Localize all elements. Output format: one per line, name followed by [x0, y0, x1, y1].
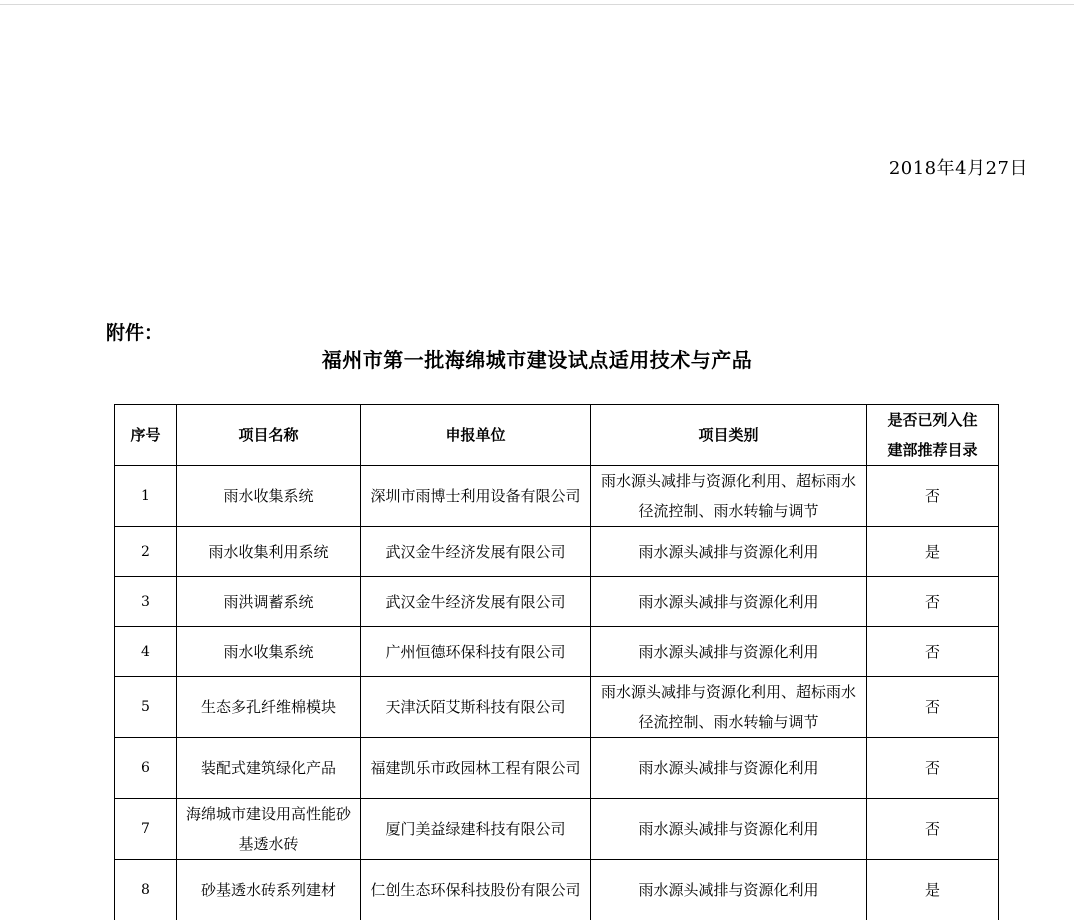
document-date: 2018年4月27日: [888, 158, 1028, 179]
row-company: 广州恒德环保科技有限公司: [361, 627, 591, 677]
row-name: 雨水收集系统: [177, 466, 361, 527]
row-name: 生态多孔纤维棉模块: [177, 677, 361, 738]
table-row: [115, 799, 999, 860]
table-row: [115, 466, 999, 527]
row-listed: 是: [867, 527, 999, 577]
row-company: 武汉金牛经济发展有限公司: [361, 527, 591, 577]
top-divider: [0, 4, 1074, 5]
row-listed: 否: [867, 627, 999, 677]
header-listed: [867, 405, 999, 466]
row-listed: 否: [867, 799, 999, 860]
row-index: 4: [115, 627, 177, 677]
row-company: 仁创生态环保科技股份有限公司: [361, 860, 591, 921]
row-company: 武汉金牛经济发展有限公司: [361, 577, 591, 627]
row-category: 雨水源头减排与资源化利用: [591, 527, 867, 577]
row-index: 5: [115, 677, 177, 738]
row-listed: 否: [867, 577, 999, 627]
attachment-label: 附件：: [106, 322, 164, 344]
header-category: 项目类别: [591, 405, 867, 466]
row-company: 厦门美益绿建科技有限公司: [361, 799, 591, 860]
header-name: 项目名称: [177, 405, 361, 466]
header-listed-line2: 建部推荐目录: [887, 441, 978, 459]
row-company: 深圳市雨博士利用设备有限公司: [361, 466, 591, 527]
row-name: 装配式建筑绿化产品: [177, 738, 361, 799]
table-row: [115, 860, 999, 921]
table-row: [115, 738, 999, 799]
table-row: [115, 527, 999, 577]
header-listed-line1: 是否已列入住: [887, 411, 978, 429]
row-category: 雨水源头减排与资源化利用: [591, 577, 867, 627]
header-company: 申报单位: [361, 405, 591, 466]
row-index: 7: [115, 799, 177, 860]
row-category: 雨水源头减排与资源化利用、超标雨水径流控制、雨水转输与调节: [591, 677, 867, 738]
document-title: 福州市第一批海绵城市建设试点适用技术与产品: [321, 348, 753, 372]
row-company: 福建凯乐市政园林工程有限公司: [361, 738, 591, 799]
row-name: 雨水收集利用系统: [177, 527, 361, 577]
row-index: 1: [115, 466, 177, 527]
row-category: 雨水源头减排与资源化利用: [591, 799, 867, 860]
row-category: 雨水源头减排与资源化利用、超标雨水径流控制、雨水转输与调节: [591, 466, 867, 527]
row-listed: 是: [867, 860, 999, 921]
header-index: 序号: [115, 405, 177, 466]
row-listed: 否: [867, 677, 999, 738]
row-category: 雨水源头减排与资源化利用: [591, 860, 867, 921]
table-row: [115, 677, 999, 738]
row-index: 6: [115, 738, 177, 799]
row-index: 3: [115, 577, 177, 627]
table-header-row: [115, 405, 999, 466]
table-row: [115, 627, 999, 677]
row-listed: 否: [867, 738, 999, 799]
row-name: 砂基透水砖系列建材: [177, 860, 361, 921]
row-index: 8: [115, 860, 177, 921]
row-name: 雨洪调蓄系统: [177, 577, 361, 627]
row-company: 天津沃陌艾斯科技有限公司: [361, 677, 591, 738]
product-table: [114, 404, 999, 920]
row-name: 海绵城市建设用高性能砂基透水砖: [177, 799, 361, 860]
row-category: 雨水源头减排与资源化利用: [591, 738, 867, 799]
row-listed: 否: [867, 466, 999, 527]
row-category: 雨水源头减排与资源化利用: [591, 627, 867, 677]
row-index: 2: [115, 527, 177, 577]
row-name: 雨水收集系统: [177, 627, 361, 677]
table-row: [115, 577, 999, 627]
